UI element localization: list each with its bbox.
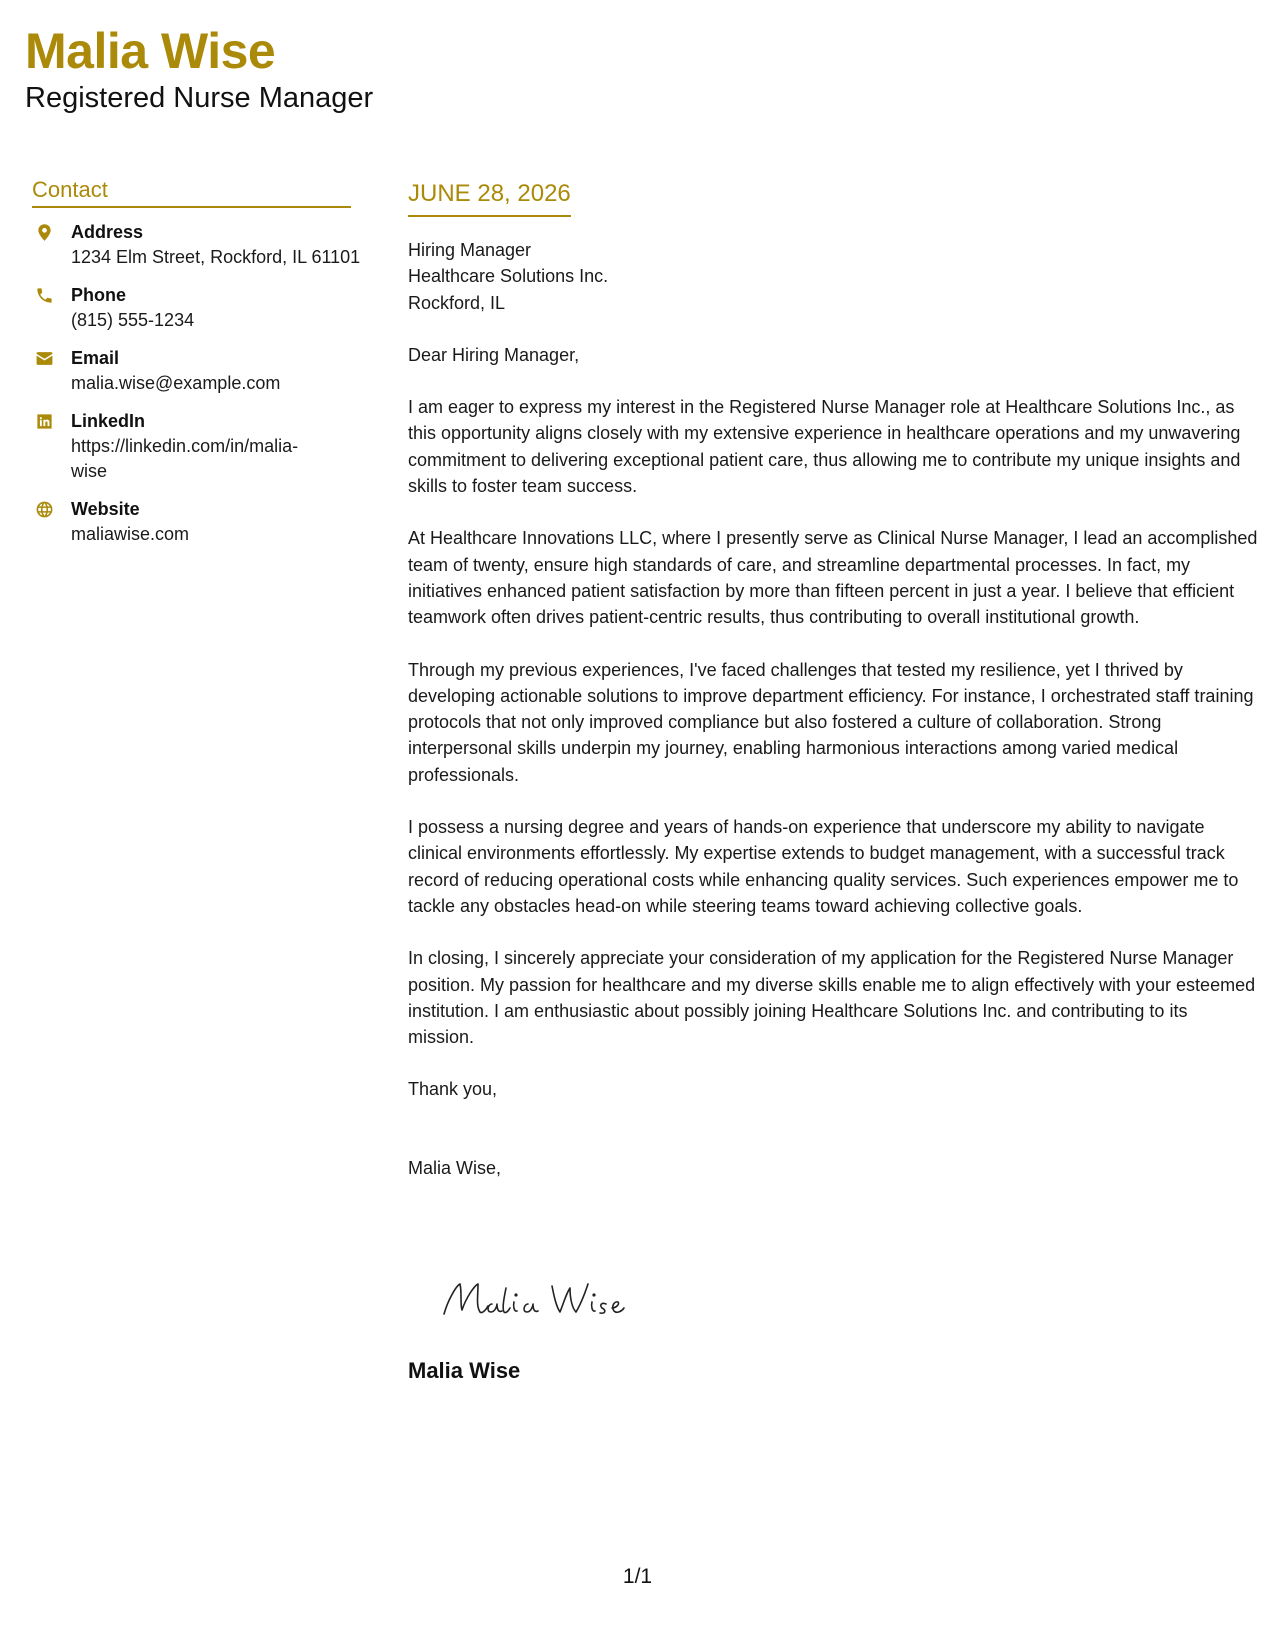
contact-item-linkedin (32, 409, 362, 484)
recipient-block (408, 237, 1258, 316)
contact-list (32, 220, 362, 560)
email-value[interactable]: malia.wise@example.com (71, 373, 281, 393)
linkedin-label: LinkedIn (71, 411, 146, 431)
contact-heading: Contact (32, 176, 351, 208)
address-value: 1234 Elm Street, Rockford, IL 61101 (71, 247, 361, 267)
recipient-line: Hiring Manager (408, 240, 532, 260)
printed-name: Malia Wise (408, 1358, 521, 1383)
job-title: Registered Nurse Manager (25, 82, 374, 114)
letter-body (408, 237, 1258, 1207)
phone-value: (815) 555-1234 (71, 310, 195, 330)
website-label: Website (71, 499, 140, 519)
recipient-line: Healthcare Solutions Inc. (408, 266, 609, 287)
body-paragraph: Through my previous experiences, I've faced challenges that tested my resilience, yet I thrived by developing actionable solutions to improve department efficiency. For instance, I orchestrated staff training protocols that not only improved compliance but also fostered a culture of collaboration. Strong interpersonal skills underpin my journey, enabling harmonious interactions among varied medical professionals. (408, 659, 1254, 785)
body-paragraph: I am eager to express my interest in the Registered Nurse Manager role at Healthcare Solutions Inc., as this opportunity aligns closely with my extensive experience in healthcare operations and my unwavering commitment to delivering exceptional patient care, thus allowing me to contribute my unique insights and skills to foster team success. (408, 397, 1241, 497)
contact-item-address (32, 220, 362, 270)
linkedin-icon (34, 411, 54, 431)
phone-icon (34, 285, 54, 305)
signoff: Malia Wise, (408, 1157, 502, 1178)
envelope-icon (34, 348, 54, 368)
body-paragraph: At Healthcare Innovations LLC, where I presently serve as Clinical Nurse Manager, I lead an accomplished team of twenty, ensure high standards of care, and streamline departmental processes. In fact, my initiatives enhanced patient satisfaction by more than fifteen percent in just a year. I believe that efficient teamwork often drives patient-centric results, thus contributing to overall institutional growth. (408, 528, 1258, 628)
map-pin-icon (34, 222, 54, 242)
body-paragraph: I possess a nursing degree and years of hands-on experience that underscore my ability to navigate clinical environments effortlessly. My expertise extends to budget management, with a successful track record of reducing operational costs while enhancing quality services. Such experiences empower me to tackle any obstacles head-on while steering teams toward achieving collective goals. (408, 817, 1239, 916)
linkedin-value[interactable]: https://linkedin.com/in/malia-wise (71, 436, 299, 481)
page-number: 1/1 (622, 1565, 653, 1588)
recipient-line: Rockford, IL (408, 292, 506, 313)
email-label: Email (71, 348, 120, 368)
contact-item-phone (32, 283, 362, 333)
contact-item-email (32, 346, 362, 396)
address-label: Address (71, 222, 144, 242)
handwritten-signature (436, 1270, 656, 1330)
globe-icon (34, 499, 54, 519)
closing: Thank you, (408, 1079, 498, 1100)
body-paragraph: In closing, I sincerely appreciate your consideration of my application for the Registered Nurse Manager position. My passion for healthcare and my diverse skills enable me to align effectively with your esteemed institution. I am enthusiastic about possibly joining Healthcare Solutions Inc. and contributing to its mission. (408, 948, 1256, 1048)
letter-date: JUNE 28, 2026 (408, 179, 571, 217)
salutation: Dear Hiring Manager, (408, 344, 580, 365)
contact-item-website (32, 497, 362, 547)
website-value[interactable]: maliawise.com (71, 524, 190, 544)
phone-label: Phone (71, 285, 127, 305)
candidate-name: Malia Wise (25, 23, 276, 79)
